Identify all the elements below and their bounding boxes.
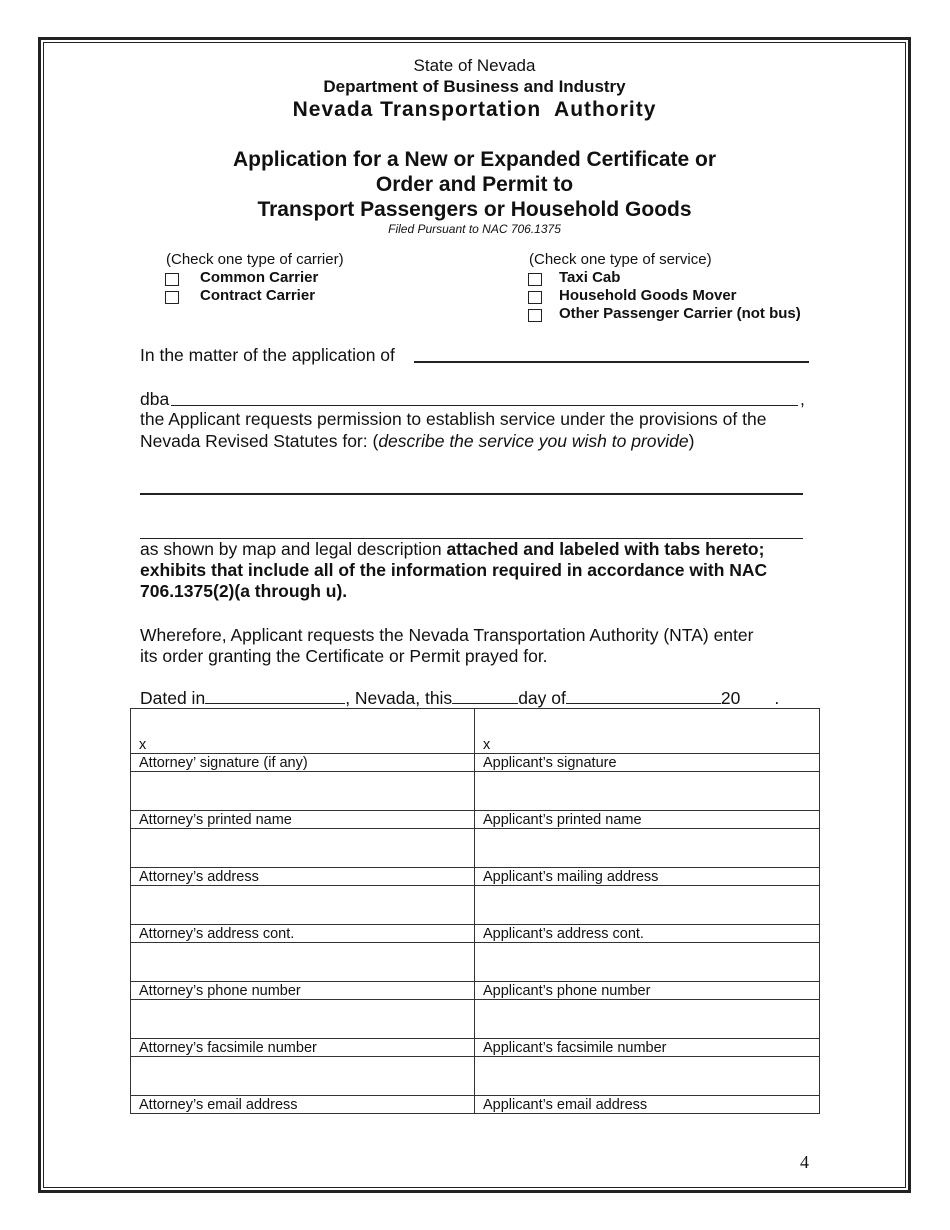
service-description-line-1[interactable] (140, 493, 803, 495)
shown-normal-text: as shown by map and legal description (140, 539, 447, 559)
form-title-line1: Application for a New or Expanded Certificate or (232, 148, 717, 171)
state-heading: State of Nevada (413, 56, 536, 75)
attorney-signature-field[interactable] (131, 709, 475, 754)
common-carrier-checkbox[interactable] (165, 273, 179, 286)
applicant-printed-name-field[interactable] (475, 772, 820, 811)
attorney-printed-name-field[interactable] (131, 772, 475, 811)
attorney-signature-label: Attorney’ signature (if any) (131, 754, 475, 772)
attorney-address-label: Attorney’s address (131, 868, 475, 886)
dated-prefix: Dated in (140, 688, 206, 708)
request-text-pre: Nevada Revised Statutes for: ( (140, 431, 379, 451)
applicant-mailing-address-label: Applicant’s mailing address (475, 868, 820, 886)
dated-end: . (774, 688, 780, 708)
applicant-email-label: Applicant’s email address (475, 1096, 820, 1114)
request-text-italic: describe the service you wish to provide (378, 431, 689, 451)
signature-table (130, 708, 820, 1114)
page-number: 4 (800, 1152, 809, 1172)
attorney-phone-field[interactable] (131, 943, 475, 982)
dated-day-field[interactable] (452, 688, 518, 704)
x-mark: x (483, 737, 491, 753)
shown-by-map-line3: 706.1375(2)(a through u). (140, 581, 348, 601)
attorney-address-field[interactable] (131, 829, 475, 868)
other-passenger-label: Other Passenger Carrier (not bus) (559, 305, 801, 322)
shown-by-map-line1 (140, 539, 764, 560)
other-passenger-checkbox[interactable] (528, 309, 542, 322)
applicant-mailing-address-field[interactable] (475, 829, 820, 868)
x-mark: x (139, 737, 147, 753)
wherefore-line1: Wherefore, Applicant requests the Nevada Transportation Authority (NTA) enter (140, 625, 754, 645)
attorney-printed-name-label: Attorney’s printed name (131, 811, 475, 829)
wherefore-line2: its order granting the Certificate or Permit prayed for. (140, 646, 548, 666)
attorney-phone-label: Attorney’s phone number (131, 982, 475, 1000)
dated-day-of: day of (518, 688, 566, 708)
form-title-line3: Transport Passengers or Household Goods (257, 198, 692, 221)
carrier-instruction: (Check one type of carrier) (166, 251, 344, 268)
request-text-line1: the Applicant requests permission to establish service under the provisions of the (140, 409, 767, 429)
dba-comma: , (800, 389, 805, 409)
applicant-email-field[interactable] (475, 1057, 820, 1096)
applicant-signature-label: Applicant’s signature (475, 754, 820, 772)
attorney-fax-label: Attorney’s facsimile number (131, 1039, 475, 1057)
applicant-address-cont-field[interactable] (475, 886, 820, 925)
attorney-address-cont-field[interactable] (131, 886, 475, 925)
household-goods-checkbox[interactable] (528, 291, 542, 304)
applicant-fax-label: Applicant’s facsimile number (475, 1039, 820, 1057)
dated-month-field[interactable] (566, 688, 721, 704)
shown-bold-text: attached and labeled with tabs hereto; (446, 539, 765, 559)
form-title-line2: Order and Permit to (375, 173, 574, 196)
service-instruction: (Check one type of service) (529, 251, 712, 268)
taxi-cab-label: Taxi Cab (559, 269, 621, 286)
contract-carrier-label: Contract Carrier (200, 287, 316, 304)
dated-year-prefix: 20 (720, 688, 741, 708)
dated-line (140, 688, 779, 709)
attorney-fax-field[interactable] (131, 1000, 475, 1039)
applicant-phone-field[interactable] (475, 943, 820, 982)
common-carrier-label: Common Carrier (200, 269, 319, 286)
applicant-name-field[interactable] (414, 361, 809, 363)
dated-nevada-this: , Nevada, this (345, 688, 453, 708)
request-text-post: ) (688, 431, 695, 451)
matter-label: In the matter of the application of (140, 345, 395, 365)
attorney-address-cont-label: Attorney’s address cont. (131, 925, 475, 943)
dated-city-field[interactable] (205, 688, 345, 704)
household-goods-label: Household Goods Mover (559, 287, 737, 304)
applicant-address-cont-label: Applicant’s address cont. (475, 925, 820, 943)
applicant-fax-field[interactable] (475, 1000, 820, 1039)
applicant-signature-field[interactable] (475, 709, 820, 754)
authority-heading: Nevada Transportation Authority (292, 98, 657, 121)
shown-by-map-line2: exhibits that include all of the information required in accordance with NAC (140, 560, 768, 580)
dba-field[interactable] (171, 405, 798, 406)
applicant-printed-name-label: Applicant’s printed name (475, 811, 820, 829)
applicant-phone-label: Applicant’s phone number (475, 982, 820, 1000)
request-text-line2 (140, 431, 694, 452)
attorney-email-field[interactable] (131, 1057, 475, 1096)
taxi-cab-checkbox[interactable] (528, 273, 542, 286)
filed-pursuant-note: Filed Pursuant to NAC 706.1375 (388, 222, 561, 236)
dated-year-field[interactable] (740, 689, 774, 704)
contract-carrier-checkbox[interactable] (165, 291, 179, 304)
dba-label: dba (140, 389, 170, 409)
attorney-email-label: Attorney’s email address (131, 1096, 475, 1114)
department-heading: Department of Business and Industry (323, 77, 626, 96)
